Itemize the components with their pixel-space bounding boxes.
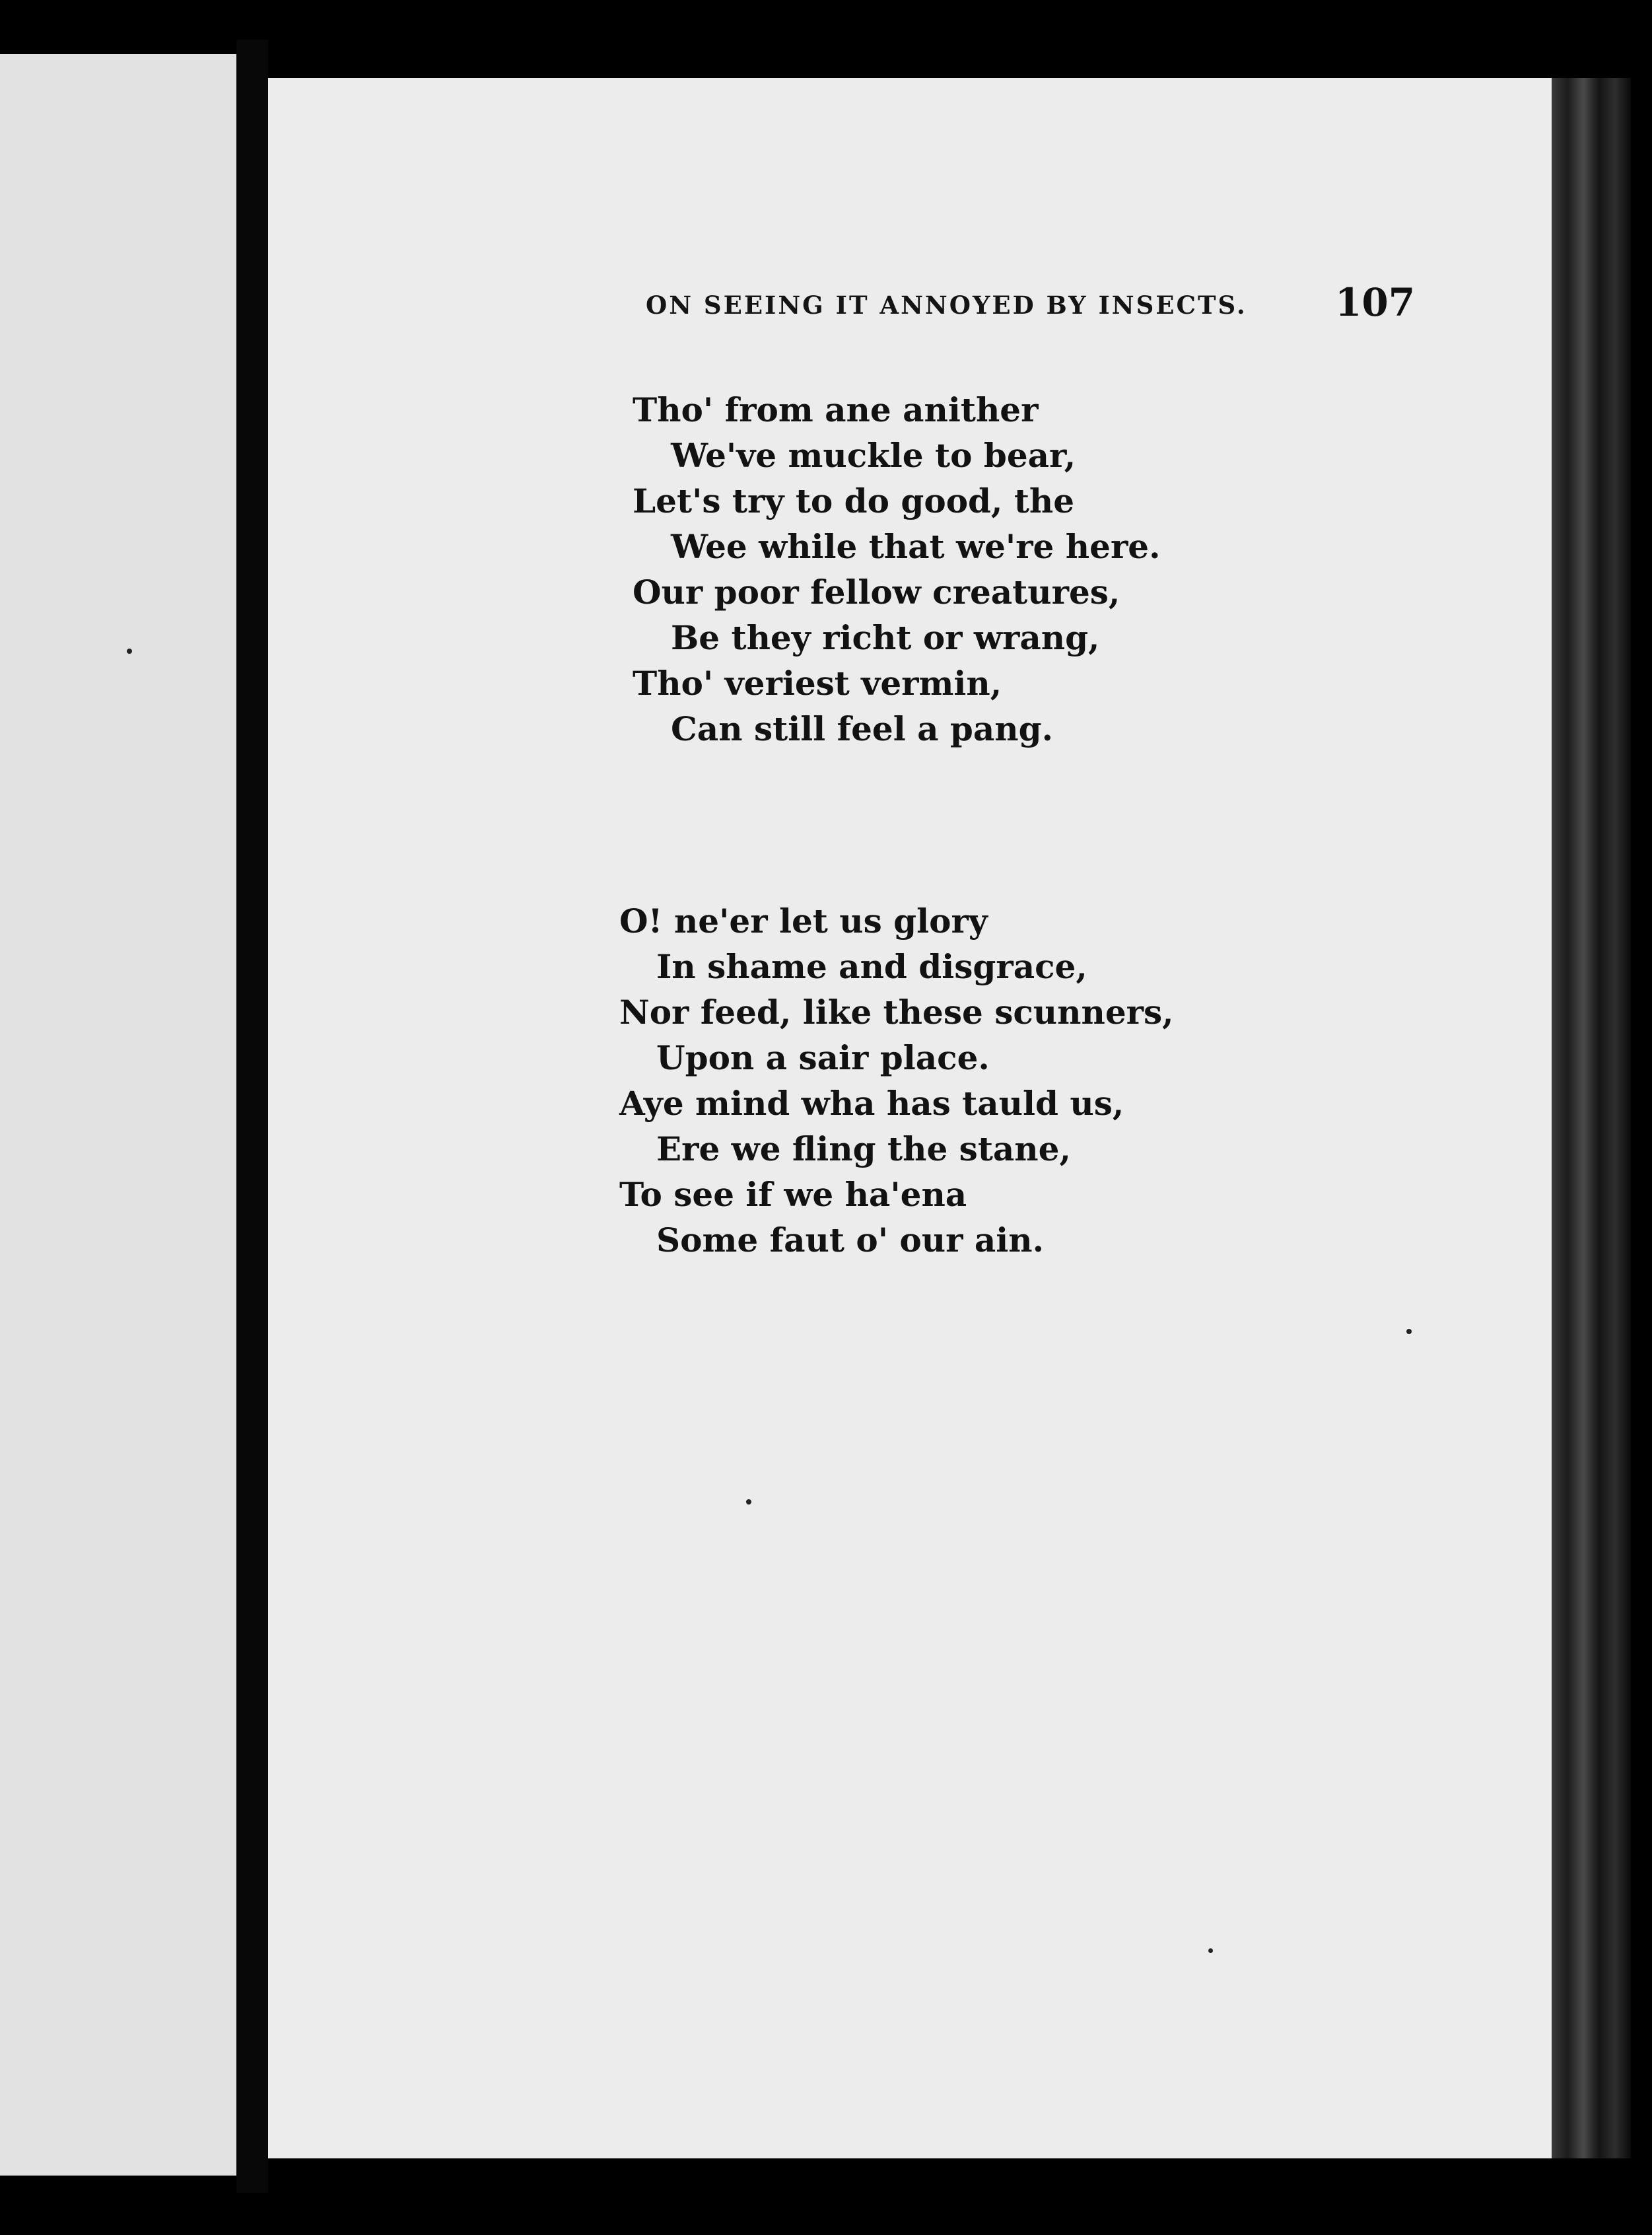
verse-line: O! ne'er let us glory [619,902,988,940]
page-edge [1552,78,1631,2158]
verse-line: Some faut o' our ain. [656,1221,1045,1259]
verse-line: Let's try to do good, the [633,481,1075,520]
running-head: ON SEEING IT ANNOYED BY INSECTS. [646,291,1247,320]
print-speck [1208,1948,1213,1953]
stanza [619,898,1174,1263]
verse-line: Aye mind wha has tauld us, [619,1084,1124,1123]
print-speck [746,1499,751,1505]
page-number: 107 [1335,280,1416,325]
left-page [0,54,236,2176]
verse-line: Nor feed, like these scunners, [619,993,1174,1032]
verse-line: In shame and disgrace, [656,947,1087,986]
print-speck [127,649,132,654]
print-speck [1406,1329,1412,1334]
verse-line: Wee while that we're here. [671,527,1161,566]
verse-line: Ere we fling the stane, [656,1129,1071,1168]
book-gutter [236,40,268,2193]
stanza [633,387,1161,752]
verse-line: To see if we ha'ena [619,1175,967,1214]
verse-line: Tho' from ane anither [633,390,1039,429]
verse-line: Upon a sair place. [656,1038,990,1077]
verse-line: Can still feel a pang. [671,709,1054,748]
verse-line: We've muckle to bear, [671,436,1076,475]
verse-line: Tho' veriest vermin, [633,664,1002,703]
verse-line: Be they richt or wrang, [671,618,1100,657]
verse-line: Our poor fellow creatures, [633,573,1120,612]
